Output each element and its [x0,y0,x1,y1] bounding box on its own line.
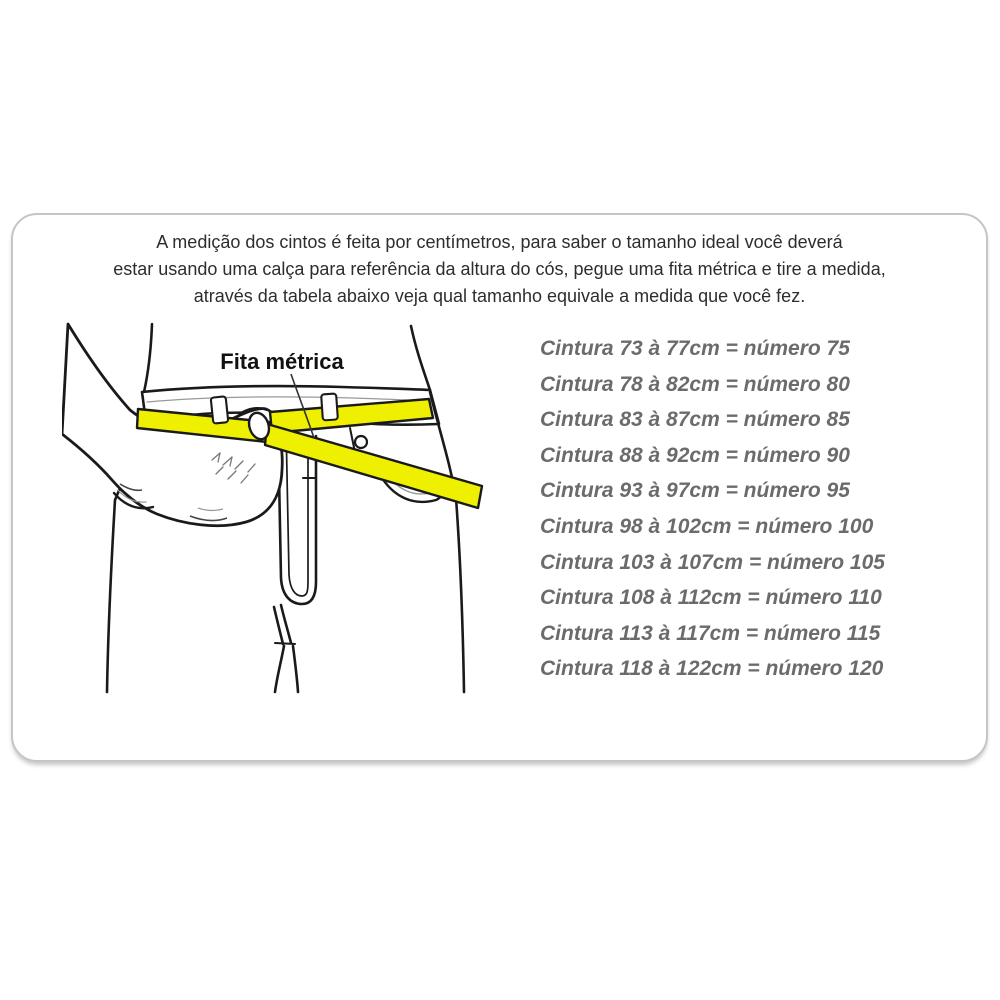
size-row: Cintura 73 à 77cm = número 75 [540,337,850,360]
size-row: Cintura 113 à 117cm = número 115 [540,621,881,645]
size-row: Cintura 93 à 97cm = número 95 [540,479,850,503]
tape-label: Fita métrica [220,349,344,374]
size-row: Cintura 103 à 107cm = número 105 [540,550,885,574]
size-guide-panel [11,213,988,762]
size-row: Cintura 118 à 122cm = número 120 [540,657,884,681]
size-row: Cintura 88 à 92cm = número 90 [540,443,850,467]
size-row: Cintura 98 à 102cm = número 100 [540,514,874,538]
intro-line: estar usando uma calça para referência da altura do cós, pegue uma fita métrica e tire a medida, [113,259,886,279]
waist-measurement-illustration [62,312,522,712]
size-row: Cintura 108 à 112cm = número 110 [540,586,882,610]
intro-line: A medição dos cintos é feita por centímetros, para saber o tamanho ideal você deverá [156,232,843,252]
intro-line: através da tabela abaixo veja qual tamanho equivale a medida que você fez. [193,286,806,306]
intro-text [13,229,986,310]
size-row: Cintura 83 à 87cm = número 85 [540,408,850,432]
size-row: Cintura 78 à 82cm = número 80 [540,372,850,396]
size-chart-list [540,331,885,687]
